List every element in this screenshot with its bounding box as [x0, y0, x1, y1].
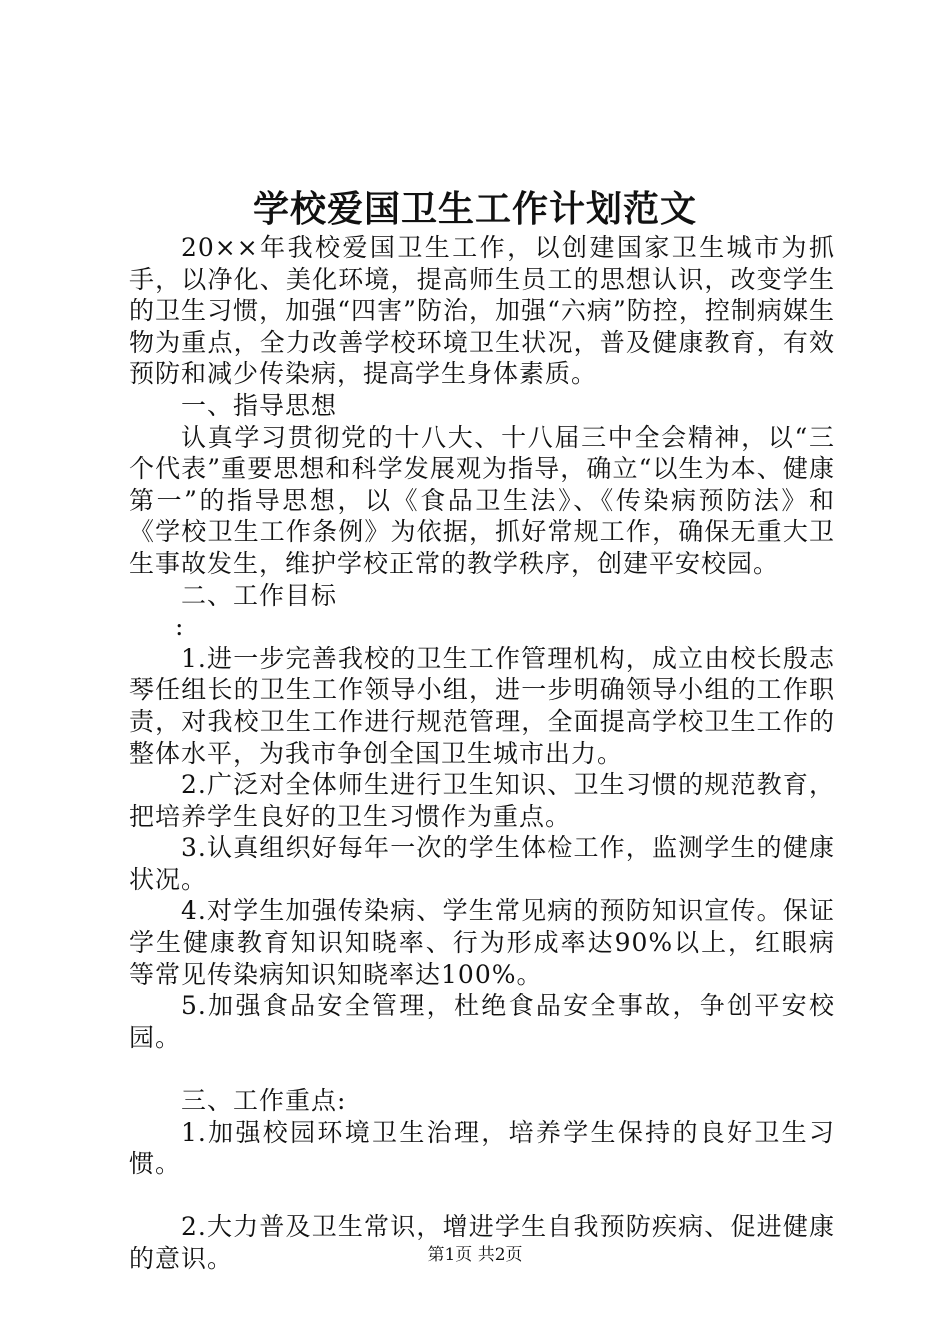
intro-paragraph: 20××年我校爱国卫生工作，以创建国家卫生城市为抓手，以净化、美化环境，提高师生员工的思想认识，改变学生的卫生习惯，加强“四害”防治，加强“六病”防控，控制病媒生物为重点，全力改善学校环境卫生状况，普及健康教育，有效预防和减少传染病，提高学生身体素质。 — [129, 233, 835, 389]
work-goal-item-2: 2.广泛对全体师生进行卫生知识、卫生习惯的规范教育，把培养学生良好的卫生习惯作为重点。 — [129, 770, 835, 831]
work-goal-item-4: 4.对学生加强传染病、学生常见病的预防知识宣传。保证学生健康教育知识知晓率、行为形成率达90%以上，红眼病等常见传染病知识知晓率达100%。 — [129, 896, 835, 989]
blank-line — [129, 1053, 835, 1085]
work-goals-colon: : — [175, 612, 185, 642]
blank-line — [129, 1180, 835, 1212]
work-goal-item-1: 1.进一步完善我校的卫生工作管理机构，成立由校长殷志琴任组长的卫生工作领导小组，进一步明确领导小组的工作职责，对我校卫生工作进行规范管理，全面提高学校卫生工作的整体水平，为我市争创全国卫生城市出力。 — [129, 643, 835, 768]
page-footer: 第1页 共2页 — [427, 1245, 523, 1265]
document-title: 学校爱国卫生工作计划范文 — [252, 188, 697, 230]
work-focus-item-2: 2.大力普及卫生常识，增进学生自我预防疾病、促进健康的意识。 — [129, 1212, 835, 1273]
work-goal-item-3: 3.认真组织好每年一次的学生体检工作，监测学生的健康状况。 — [129, 833, 835, 894]
section-heading-guiding-ideology: 一、指导思想 — [181, 390, 338, 420]
section-heading-work-goals: 二、工作目标 — [181, 580, 338, 610]
guiding-ideology-paragraph: 认真学习贯彻党的十八大、十八届三中全会精神，以“三个代表”重要思想和科学发展观为指导，确立“以生为本、健康第一”的指导思想，以《食品卫生法》、《传染病预防法》和《学校卫生工作条例》为依据，抓好常规工作，确保无重大卫生事故发生，维护学校正常的教学秩序，创建平安校园。 — [129, 422, 835, 578]
section-heading-work-focus: 三、工作重点: — [181, 1086, 347, 1116]
document-body — [129, 232, 835, 1275]
work-focus-item-1: 1.加强校园环境卫生治理，培养学生保持的良好卫生习惯。 — [129, 1117, 835, 1179]
work-goal-item-5: 5.加强食品安全管理，杜绝食品安全事故，争创平安校园。 — [129, 991, 835, 1052]
